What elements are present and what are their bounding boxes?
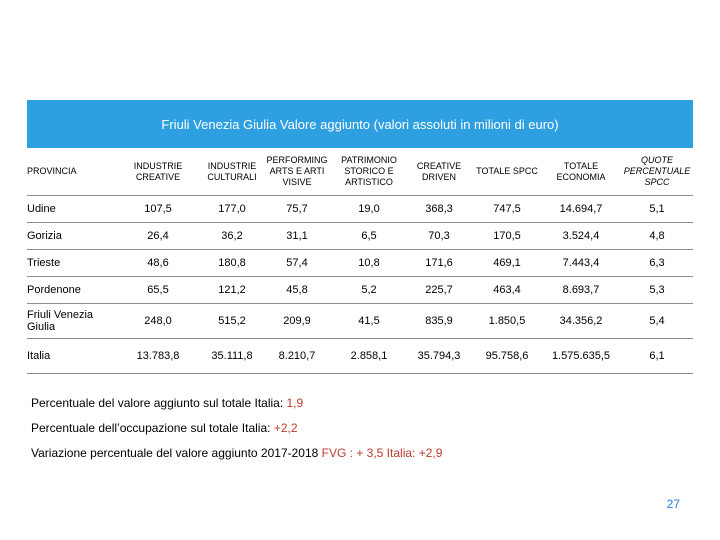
table-cell: 170,5 [473, 223, 541, 250]
table-cell: 209,9 [261, 304, 333, 339]
note-employment-share [31, 421, 298, 435]
table-cell: 121,2 [203, 277, 261, 304]
table-cell: 5,4 [621, 304, 693, 339]
cell-provincia: Friuli Venezia Giulia [27, 304, 113, 339]
table-row [27, 250, 693, 277]
col-header-totale-spcc: TOTALE SPCC [473, 148, 541, 196]
cell-provincia: Udine [27, 196, 113, 223]
table-cell: 180,8 [203, 250, 261, 277]
note-label: Percentuale dell’occupazione sul totale Italia: [31, 421, 274, 435]
table-cell: 45,8 [261, 277, 333, 304]
table-cell: 75,7 [261, 196, 333, 223]
table-cell: 3.524,4 [541, 223, 621, 250]
table-cell: 13.783,8 [113, 339, 203, 374]
cell-provincia: Pordenone [27, 277, 113, 304]
table-cell: 747,5 [473, 196, 541, 223]
col-header-totale-economia: TOTALE ECONOMIA [541, 148, 621, 196]
table-cell: 6,3 [621, 250, 693, 277]
table-cell: 8.210,7 [261, 339, 333, 374]
table-cell: 2.858,1 [333, 339, 405, 374]
table-cell: 10,8 [333, 250, 405, 277]
note-value: 1,9 [286, 396, 304, 410]
table-cell: 463,4 [473, 277, 541, 304]
table-row [27, 339, 693, 374]
table-cell: 34.356,2 [541, 304, 621, 339]
table-cell: 95.758,6 [473, 339, 541, 374]
table-cell: 70,3 [405, 223, 473, 250]
table-row [27, 304, 693, 339]
table-cell: 835,9 [405, 304, 473, 339]
table-cell: 1.850,5 [473, 304, 541, 339]
table-row [27, 223, 693, 250]
table-cell: 248,0 [113, 304, 203, 339]
table-cell: 177,0 [203, 196, 261, 223]
col-header-quote-percentuale: QUOTE PERCENTUALE SPCC [621, 148, 693, 196]
value-added-table [27, 100, 693, 374]
table-cell: 1.575.635,5 [541, 339, 621, 374]
table-cell: 107,5 [113, 196, 203, 223]
note-value-added-change [31, 446, 442, 460]
note-value: +2,2 [273, 421, 298, 435]
col-header-performing-arts: PERFORMING ARTS E ARTI VISIVE [261, 148, 333, 196]
table-cell: 515,2 [203, 304, 261, 339]
table-row [27, 196, 693, 223]
table-title [27, 100, 693, 148]
note-label: Percentuale del valore aggiunto sul totale Italia: [31, 396, 287, 410]
cell-provincia: Trieste [27, 250, 113, 277]
table-cell: 4,8 [621, 223, 693, 250]
note-value-added-share [31, 396, 303, 410]
table-title-text: Friuli Venezia Giulia Valore aggiunto (valori assoluti in milioni di euro) [161, 116, 559, 132]
table-cell: 57,4 [261, 250, 333, 277]
table-row [27, 277, 693, 304]
table-cell: 26,4 [113, 223, 203, 250]
table-cell: 5,1 [621, 196, 693, 223]
table-cell: 36,2 [203, 223, 261, 250]
header-row [27, 148, 693, 196]
col-header-creative-driven: CREATIVE DRIVEN [405, 148, 473, 196]
table-cell: 7.443,4 [541, 250, 621, 277]
col-header-provincia: PROVINCIA [27, 148, 113, 196]
table-cell: 14.694,7 [541, 196, 621, 223]
table-cell: 469,1 [473, 250, 541, 277]
table-cell: 65,5 [113, 277, 203, 304]
table-cell: 35.111,8 [203, 339, 261, 374]
table-cell: 19,0 [333, 196, 405, 223]
table-cell: 5,2 [333, 277, 405, 304]
table-cell: 41,5 [333, 304, 405, 339]
table-cell: 5,3 [621, 277, 693, 304]
table-cell: 368,3 [405, 196, 473, 223]
table-cell: 31,1 [261, 223, 333, 250]
col-header-patrimonio: PATRIMONIO STORICO E ARTISTICO [333, 148, 405, 196]
table-cell: 6,1 [621, 339, 693, 374]
col-header-industrie-creative: INDUSTRIE CREATIVE [113, 148, 203, 196]
cell-provincia: Gorizia [27, 223, 113, 250]
data-table [27, 148, 693, 374]
table-cell: 225,7 [405, 277, 473, 304]
table-cell: 6,5 [333, 223, 405, 250]
table-cell: 48,6 [113, 250, 203, 277]
page-number: 27 [666, 497, 680, 511]
note-label: Variazione percentuale del valore aggiunto 2017-2018 [31, 446, 322, 460]
col-header-industrie-culturali: INDUSTRIE CULTURALI [203, 148, 261, 196]
note-value: FVG : + 3,5 Italia: +2,9 [321, 446, 443, 460]
table-cell: 35.794,3 [405, 339, 473, 374]
cell-provincia: Italia [27, 339, 113, 374]
table-cell: 171,6 [405, 250, 473, 277]
table-cell: 8.693,7 [541, 277, 621, 304]
